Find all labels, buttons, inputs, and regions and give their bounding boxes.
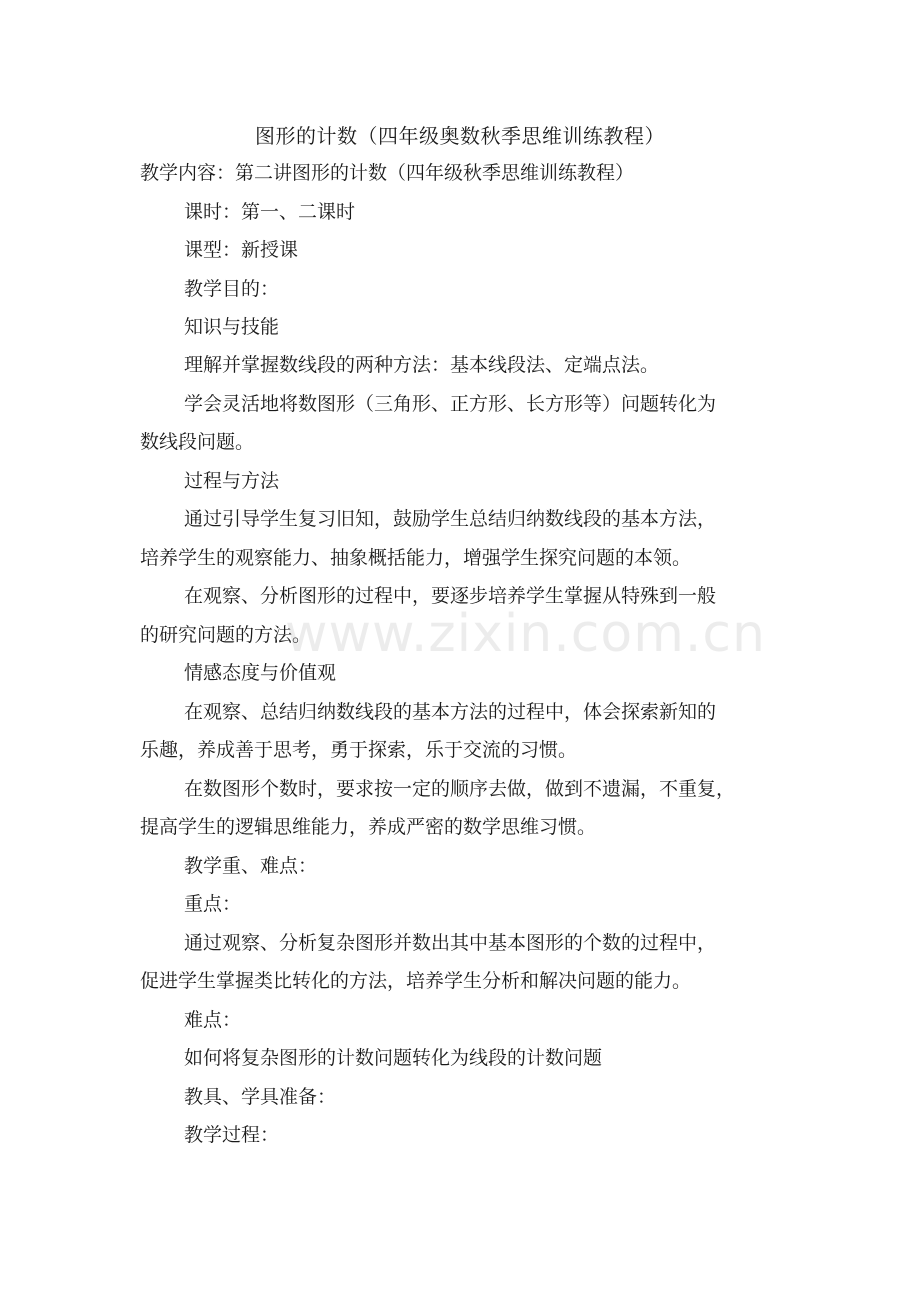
key-points-heading: 重点： bbox=[184, 893, 242, 915]
teaching-purpose-heading: 教学目的： bbox=[184, 278, 280, 300]
paragraph-line: 学会灵活地将数图形（三角形、正方形、长方形等）问题转化为 bbox=[184, 393, 717, 415]
difficult-points-heading: 难点： bbox=[184, 1009, 242, 1031]
lesson-type-line: 课型：新授课 bbox=[184, 239, 299, 261]
document-title: 图形的计数（四年级奥数秋季思维训练教程） bbox=[255, 124, 665, 148]
paragraph-line: 通过引导学生复习旧知，鼓励学生总结归纳数线段的基本方法， bbox=[184, 508, 717, 530]
paragraph-line: 通过观察、分析复杂图形并数出其中基本图形的个数的过程中， bbox=[184, 932, 717, 954]
paragraph-line: 如何将复杂图形的计数问题转化为线段的计数问题 bbox=[184, 1047, 603, 1069]
class-hours-line: 课时：第一、二课时 bbox=[184, 201, 356, 223]
teaching-process-heading: 教学过程： bbox=[184, 1124, 280, 1146]
paragraph-line: 在数图形个数时，要求按一定的顺序去做，做到不遗漏，不重复， bbox=[184, 778, 736, 800]
paragraph-line: 的研究问题的方法。 bbox=[140, 624, 312, 646]
paragraph-line: 在观察、总结归纳数线段的基本方法的过程中，体会探索新知的 bbox=[184, 701, 717, 723]
paragraph-line: 乐趣，养成善于思考，勇于探索，乐于交流的习惯。 bbox=[140, 739, 578, 761]
watermark: www.zixin.com.cn bbox=[285, 604, 766, 664]
knowledge-skills-heading: 知识与技能 bbox=[184, 316, 280, 338]
teaching-content-line: 教学内容：第二讲图形的计数（四年级秋季思维训练教程） bbox=[140, 162, 635, 184]
paragraph-line: 促进学生掌握类比转化的方法，培养学生分析和解决问题的能力。 bbox=[140, 970, 692, 992]
paragraph-line: 在观察、分析图形的过程中，要逐步培养学生掌握从特殊到一般 bbox=[184, 585, 717, 607]
paragraph-line: 提高学生的逻辑思维能力，养成严密的数学思维习惯。 bbox=[140, 816, 597, 838]
teaching-aids-heading: 教具、学具准备： bbox=[184, 1086, 337, 1108]
paragraph-line: 理解并掌握数线段的两种方法：基本线段法、定端点法。 bbox=[184, 354, 660, 376]
process-methods-heading: 过程与方法 bbox=[184, 470, 280, 492]
attitude-values-heading: 情感态度与价值观 bbox=[184, 662, 337, 684]
key-difficult-points-heading: 教学重、难点： bbox=[184, 855, 318, 877]
paragraph-line: 数线段问题。 bbox=[140, 431, 255, 453]
paragraph-line: 培养学生的观察能力、抽象概括能力，增强学生探究问题的本领。 bbox=[140, 547, 692, 569]
